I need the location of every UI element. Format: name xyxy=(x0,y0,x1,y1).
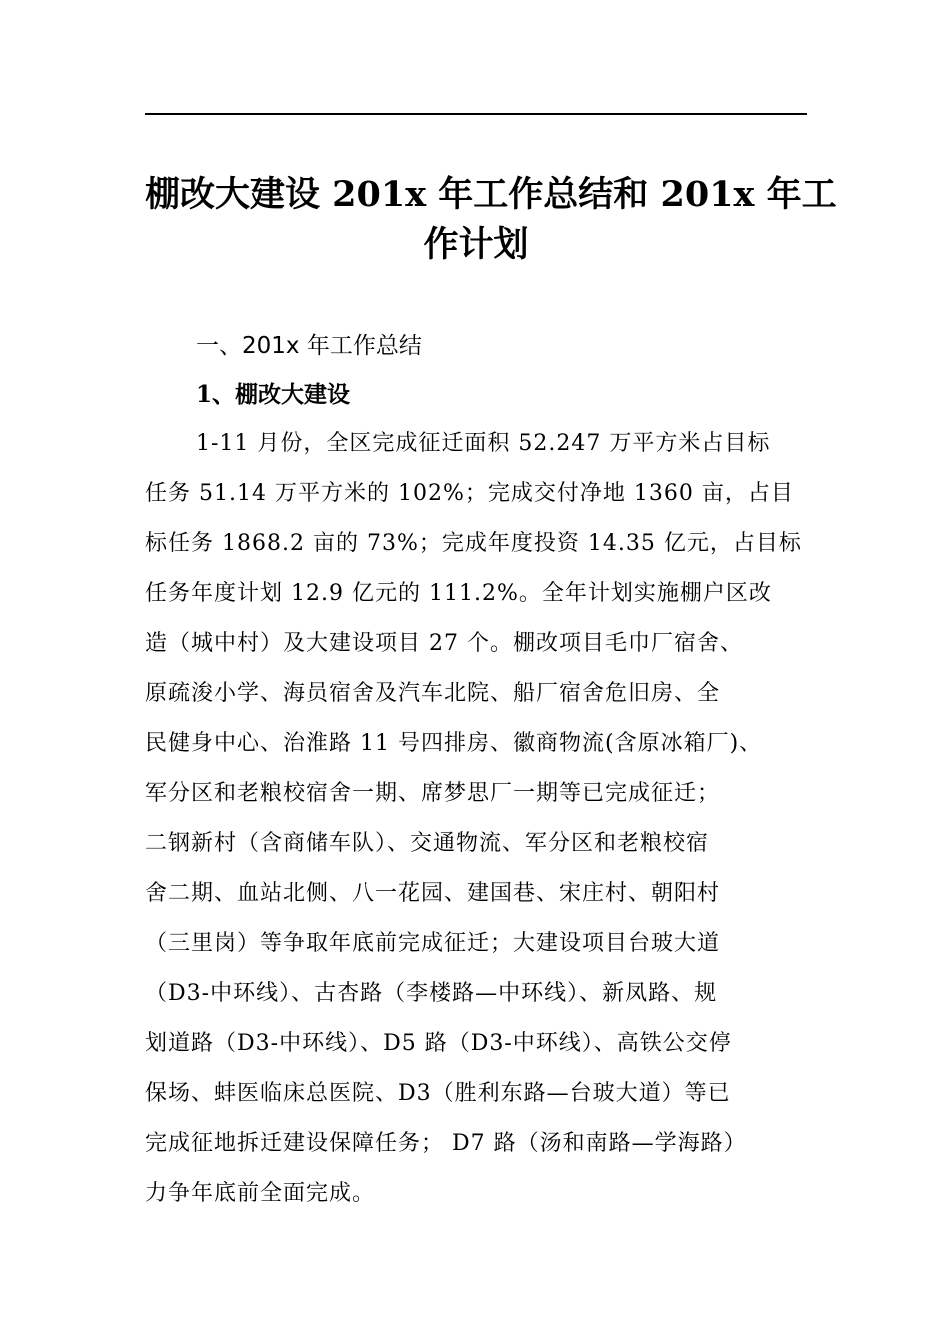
subsection-heading: 1、棚改大建设 xyxy=(196,381,351,408)
body-line: 完成征地拆迁建设保障任务； D7 路（汤和南路—学海路） xyxy=(145,1131,747,1156)
document-title-line-1: 棚改大建设 201x 年工作总结和 201x 年工 xyxy=(145,174,837,215)
body-line: （D3-中环线）、古杏路（李楼路—中环线）、新凤路、规 xyxy=(145,981,718,1006)
header-rule xyxy=(145,113,807,115)
body-line: （三里岗）等争取年底前完成征迁；大建设项目台玻大道 xyxy=(145,931,721,956)
body-line: 舍二期、血站北侧、八一花园、建国巷、宋庄村、朝阳村 xyxy=(145,881,721,906)
body-line: 保场、蚌医临床总医院、D3（胜利东路—台玻大道）等已 xyxy=(145,1081,731,1106)
body-line: 标任务 1868.2 亩的 73%；完成年度投资 14.35 亿元，占目标 xyxy=(145,531,802,556)
body-line: 力争年底前全面完成。 xyxy=(145,1181,376,1206)
body-line: 任务 51.14 万平方米的 102%；完成交付净地 1360 亩，占目 xyxy=(145,481,794,506)
document-title-line-2: 作计划 xyxy=(423,224,529,265)
body-line: 军分区和老粮校宿舍一期、席梦思厂一期等已完成征迁； xyxy=(145,781,721,806)
body-line: 任务年度计划 12.9 亿元的 111.2%。全年计划实施棚户区改 xyxy=(145,581,772,606)
body-line: 造（城中村）及大建设项目 27 个。棚改项目毛巾厂宿舍、 xyxy=(145,631,743,656)
body-line: 划道路（D3-中环线）、D5 路（D3-中环线）、高铁公交停 xyxy=(145,1031,732,1056)
body-line: 1-11 月份，全区完成征迁面积 52.247 万平方米占目标 xyxy=(196,431,771,456)
body-line: 二钢新村（含商储车队）、交通物流、军分区和老粮校宿 xyxy=(145,831,710,856)
body-line: 原疏浚小学、海员宿舍及汽车北院、船厂宿舍危旧房、全 xyxy=(145,681,721,706)
section-heading: 一、201x 年工作总结 xyxy=(196,333,422,359)
body-line: 民健身中心、治淮路 11 号四排房、徽商物流(含原冰箱厂)、 xyxy=(145,731,763,756)
